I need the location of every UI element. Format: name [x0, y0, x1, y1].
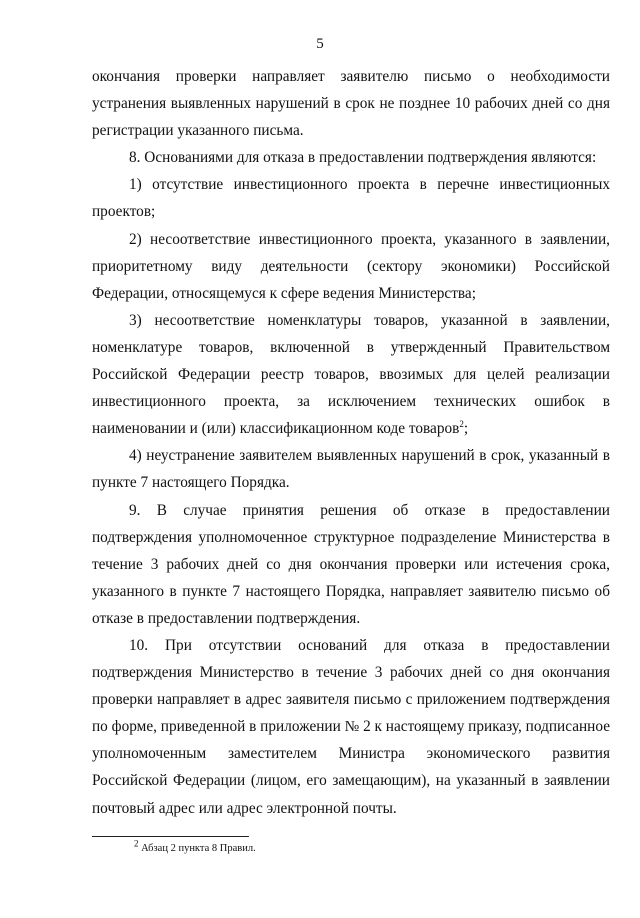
paragraph-subitem-2: 2) несоответствие инвестиционного проекта, указанного в заявлении, приоритетному виду деятельности (сектору экономики) Российской Федерации, относящемуся к сфере ведения Министерства; — [92, 230, 610, 302]
paragraph-item-10: 10. При отсутствии оснований для отказа в предоставлении подтверждения Министерство в течение 3 рабочих дней со дня окончания проверки направляет в адрес заявителя письмо с приложением подтверждения по форме, приведенной в приложении № 2 к настоящему приказу, подписанное уполномоченным заместителем Министра экономического развития Российской Федерации (лицом, его замещающим), на указанный в заявлении почтовый адрес или адрес электронной почты. — [92, 636, 610, 817]
subitem-3-text: 3) несоответствие номенклатуры товаров, указанной в заявлении, номенклатуре товаров, включенной в утвержденный Правительством Российской Федерации реестр товаров, ввозимых для целей реализации инвестиционного проекта, за исключением технических ошибок в наименовании и (или) классификационном коде товаров — [92, 311, 610, 438]
footnote-divider — [92, 836, 249, 837]
footnote-marker: 2 — [134, 838, 139, 849]
subitem-3-suffix: ; — [463, 420, 469, 438]
paragraph-subitem-1: 1) отсутствие инвестиционного проекта в перечне инвестиционных проектов; — [92, 176, 610, 221]
document-body — [92, 63, 610, 822]
paragraph-item-9: 9. В случае принятия решения об отказе в предоставлении подтверждения уполномоченное структурное подразделение Министерства в течение 3 рабочих дней со дня окончания проверки или истечения срока, указанного в пункте 7 настоящего Порядка, направляет заявителю письмо об отказе в предоставлении подтверждения. — [92, 501, 610, 627]
page-number: 5 — [316, 36, 324, 52]
paragraph-subitem-4: 4) неустранение заявителем выявленных нарушений в срок, указанный в пункте 7 настоящего Порядка. — [92, 447, 610, 492]
paragraph-item-8: 8. Основаниями для отказа в предоставлении подтверждения являются: — [129, 149, 597, 167]
paragraph-subitem-3 — [92, 307, 610, 442]
footnote-reference[interactable]: 2 — [459, 419, 464, 430]
footnote-text: Абзац 2 пункта 8 Правил. — [138, 843, 256, 854]
footnote — [134, 838, 256, 856]
paragraph-continuation: окончания проверки направляет заявителю письмо о необходимости устранения выявленных нарушений в срок не позднее 10 рабочих дней со дня регистрации указанного письма. — [92, 68, 610, 140]
